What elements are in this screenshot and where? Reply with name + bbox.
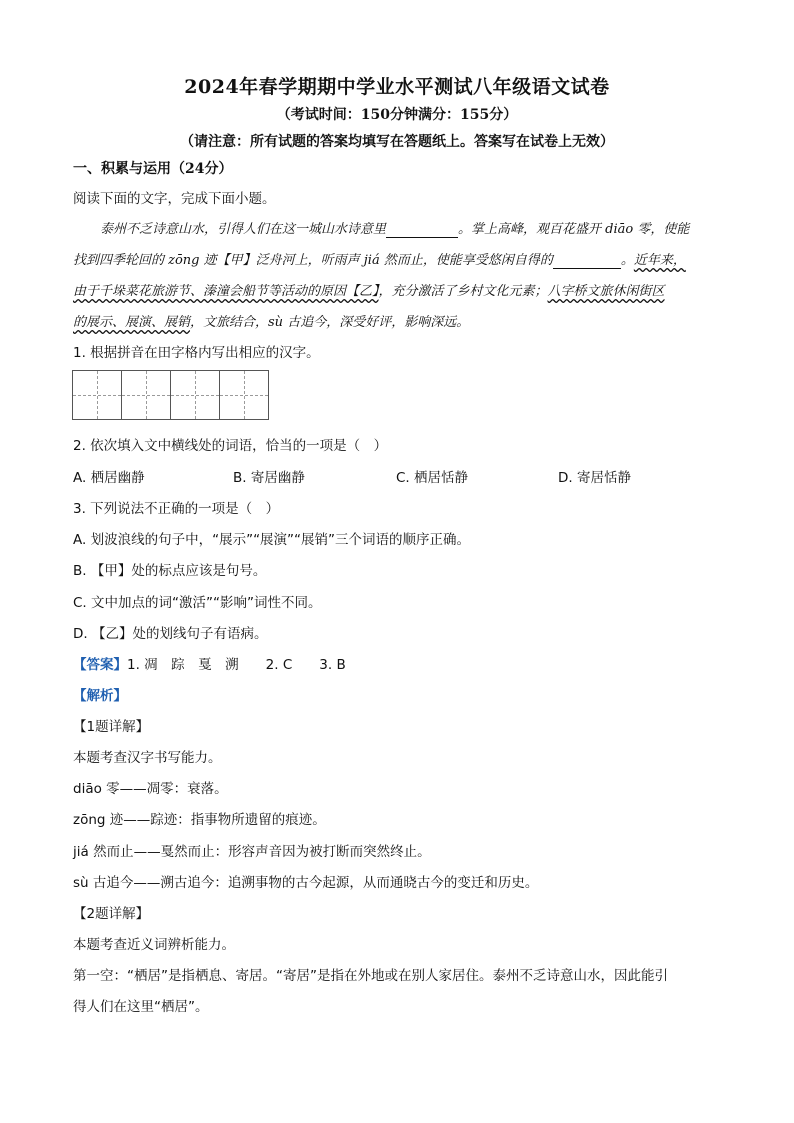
tianzige-cell: [121, 370, 171, 420]
q2-option-d: D. 寄居恬静: [558, 470, 631, 486]
exam-notice: （请注意：所有试题的答案均填写在答题纸上。答案写在试卷上无效）: [180, 134, 614, 150]
detail-2-heading: 【2题详解】: [73, 906, 150, 922]
detail-1-line: sù 古追今——溯古追今：追溯事物的古今起源，从而通晓古今的变迁和历史。: [73, 875, 539, 891]
page-title: 2024年春学期期中学业水平测试八年级语文试卷: [184, 76, 610, 98]
q3-option-d: D. 【乙】处的划线句子有语病。: [73, 626, 268, 642]
question-2: 2. 依次填入文中横线处的词语，恰当的一项是（ ）: [73, 438, 388, 454]
detail-1-line: jiá 然而止——戛然而止：形容声音因为被打断而突然终止。: [73, 844, 431, 860]
tianzige-grid: [72, 370, 268, 420]
detail-1-line: zōng 迹——踪迹：指事物所遗留的痕迹。: [73, 812, 326, 828]
passage-line-2: 找到四季轮回的 zōng 迹【甲】泛舟河上，听雨声 jiá 然而止，使能享受悠闲自得的 。近年来，: [73, 253, 686, 268]
answer-row: [73, 653, 346, 673]
q2-option-b: B. 寄居幽静: [233, 470, 305, 486]
fill-blank-2: [553, 253, 621, 269]
tianzige-cell: [219, 370, 269, 420]
passage-line-3: 由于千垛菜花旅游节、溱潼会船节等活动的原因【乙】，充分激活了乡村文化元素；八字桥文旅休闲街区: [73, 284, 665, 299]
q2-option-a: A. 栖居幽静: [73, 470, 145, 486]
answer-label: 【答案】: [73, 657, 127, 673]
answer-values: 1. 凋 踪 戛 溯 2. C 3. B: [127, 657, 346, 673]
detail-1-line: diāo 零——凋零：衰落。: [73, 781, 228, 797]
q3-option-b: B. 【甲】处的标点应该是句号。: [73, 563, 267, 579]
question-3: 3. 下列说法不正确的一项是（ ）: [73, 501, 280, 517]
section-heading: 一、积累与运用（24分）: [73, 161, 233, 177]
section-intro: 阅读下面的文字，完成下面小题。: [73, 191, 276, 207]
fill-blank-1: [386, 222, 458, 238]
detail-1-line: 本题考查汉字书写能力。: [73, 750, 222, 766]
tianzige-cell: [170, 370, 220, 420]
detail-1-heading: 【1题详解】: [73, 719, 150, 735]
tianzige-cell: [72, 370, 122, 420]
analysis-label: 【解析】: [73, 688, 127, 704]
question-1: 1. 根据拼音在田字格内写出相应的汉字。: [73, 345, 320, 361]
detail-2-line: 得人们在这里“栖居”。: [73, 999, 209, 1015]
passage-line-1: 泰州不乏诗意山水，引得人们在这一城山水诗意里 。掌上高峰，观百花盛开 diāo 零，使能: [100, 222, 690, 237]
q3-option-c: C. 文中加点的词“激活”“影响”词性不同。: [73, 595, 322, 611]
exam-info: （考试时间：150分钟满分：155分）: [276, 107, 518, 123]
q3-option-a: A. 划波浪线的句子中，“展示”“展演”“展销”三个词语的顺序正确。: [73, 532, 471, 548]
detail-2-line: 第一空：“栖居”是指栖息、寄居。“寄居”是指在外地或在别人家居住。泰州不乏诗意山水，因此能引: [73, 968, 668, 984]
passage-line-4: 的展示、展演、展销，文旅结合，sù 古追今，深受好评，影响深远。: [73, 315, 470, 330]
detail-2-line: 本题考查近义词辨析能力。: [73, 937, 235, 953]
q2-option-c: C. 栖居恬静: [396, 470, 469, 486]
